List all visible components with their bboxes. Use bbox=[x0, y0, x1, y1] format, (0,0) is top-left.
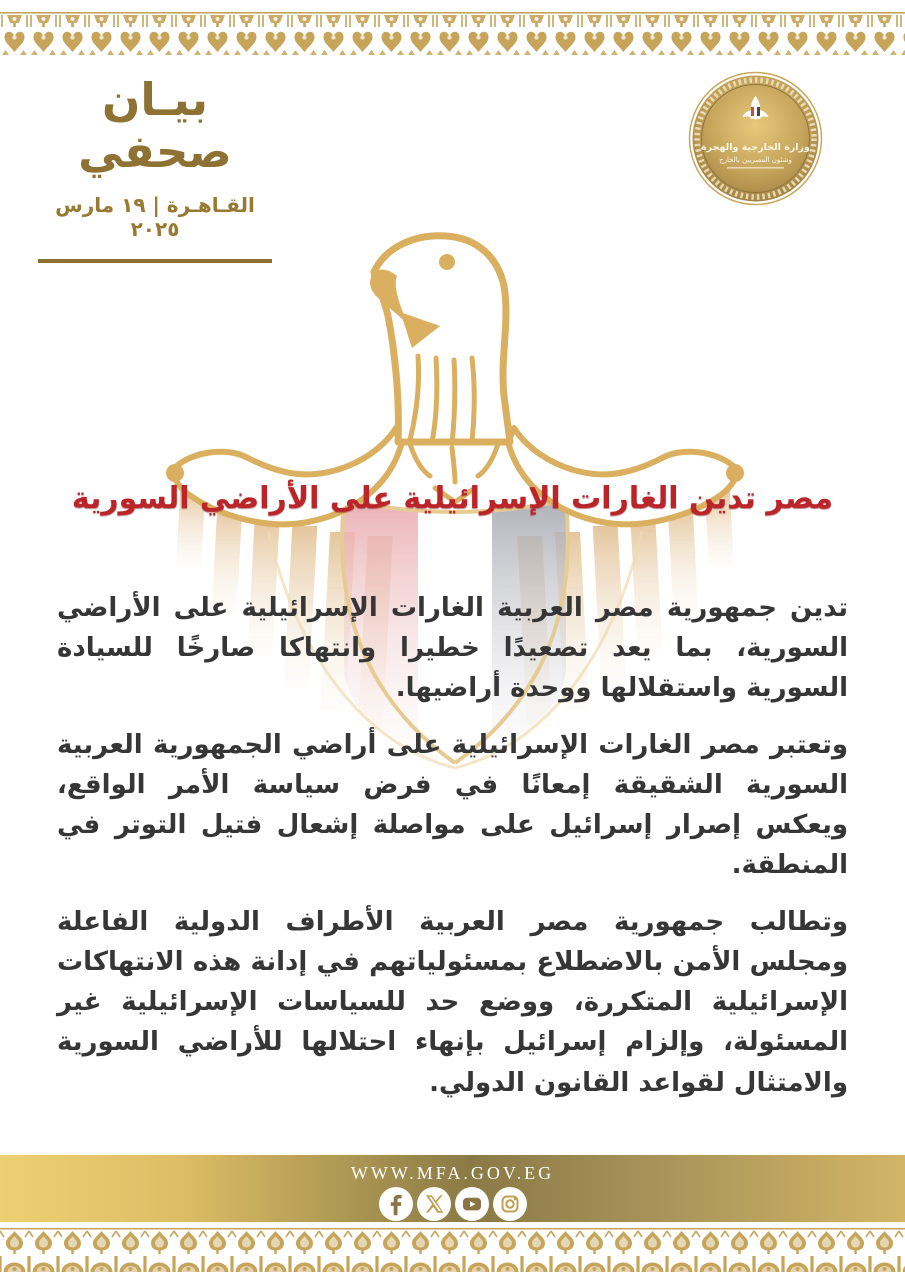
social-icons-row bbox=[0, 1187, 905, 1221]
website-url[interactable]: WWW.MFA.GOV.EG bbox=[350, 1163, 555, 1183]
seal-ministry-name: وزارة الخارجية والهجرة bbox=[701, 142, 810, 153]
body-paragraph: وتطالب جمهورية مصر العربية الأطراف الدولية الفاعلة ومجلس الأمن بالاضطلاع بمسئولياتهم في إدانة هذه الانتهاكات الإسرائيلية المتكررة، ووضع حد للسياسات الإسرائيلية غير المسئولة، وإلزام إسرائيل بإنهاء احتلالها للأراضي السورية والامتثال لقواعد القانون الدولي. bbox=[57, 907, 848, 1098]
x-icon[interactable] bbox=[417, 1187, 451, 1221]
youtube-icon[interactable] bbox=[455, 1187, 489, 1221]
facebook-icon[interactable] bbox=[379, 1187, 413, 1221]
footer-band bbox=[0, 1155, 905, 1222]
headline: مصر تدين الغارات الإسرائيلية على الأراضي السورية bbox=[71, 481, 834, 516]
ministry-seal-emblem bbox=[687, 70, 824, 207]
ministry-seal bbox=[687, 70, 824, 207]
statement-body bbox=[57, 588, 848, 1120]
body-paragraph: تدين جمهورية مصر العربية الغارات الإسرائيلية على الأراضي السورية، بما يعد تصعيدًا خطيرا وانتهاكا صارخًا للسيادة السورية واستقلالها ووحدة أراضيها. bbox=[57, 593, 848, 704]
page-title: بيـان صحفي bbox=[78, 73, 232, 178]
dateline: القـاهـرة | ١٩ مارس ٢٠٢٥ bbox=[55, 192, 255, 241]
instagram-icon[interactable] bbox=[493, 1187, 527, 1221]
seal-ministry-subname: وشئون المصريين بالخارج bbox=[719, 156, 792, 164]
body-paragraph: وتعتبر مصر الغارات الإسرائيلية على أراضي الجمهورية العربية السورية الشقيقة إمعانًا في فرض سياسة الأمر الواقع، ويعكس إصرار إسرائيل على مواصلة إشعال فتيل التوتر في المنطقة. bbox=[57, 730, 848, 881]
decorative-border-top-ornament bbox=[0, 6, 905, 56]
decorative-border-bottom-ornament bbox=[0, 1228, 905, 1273]
